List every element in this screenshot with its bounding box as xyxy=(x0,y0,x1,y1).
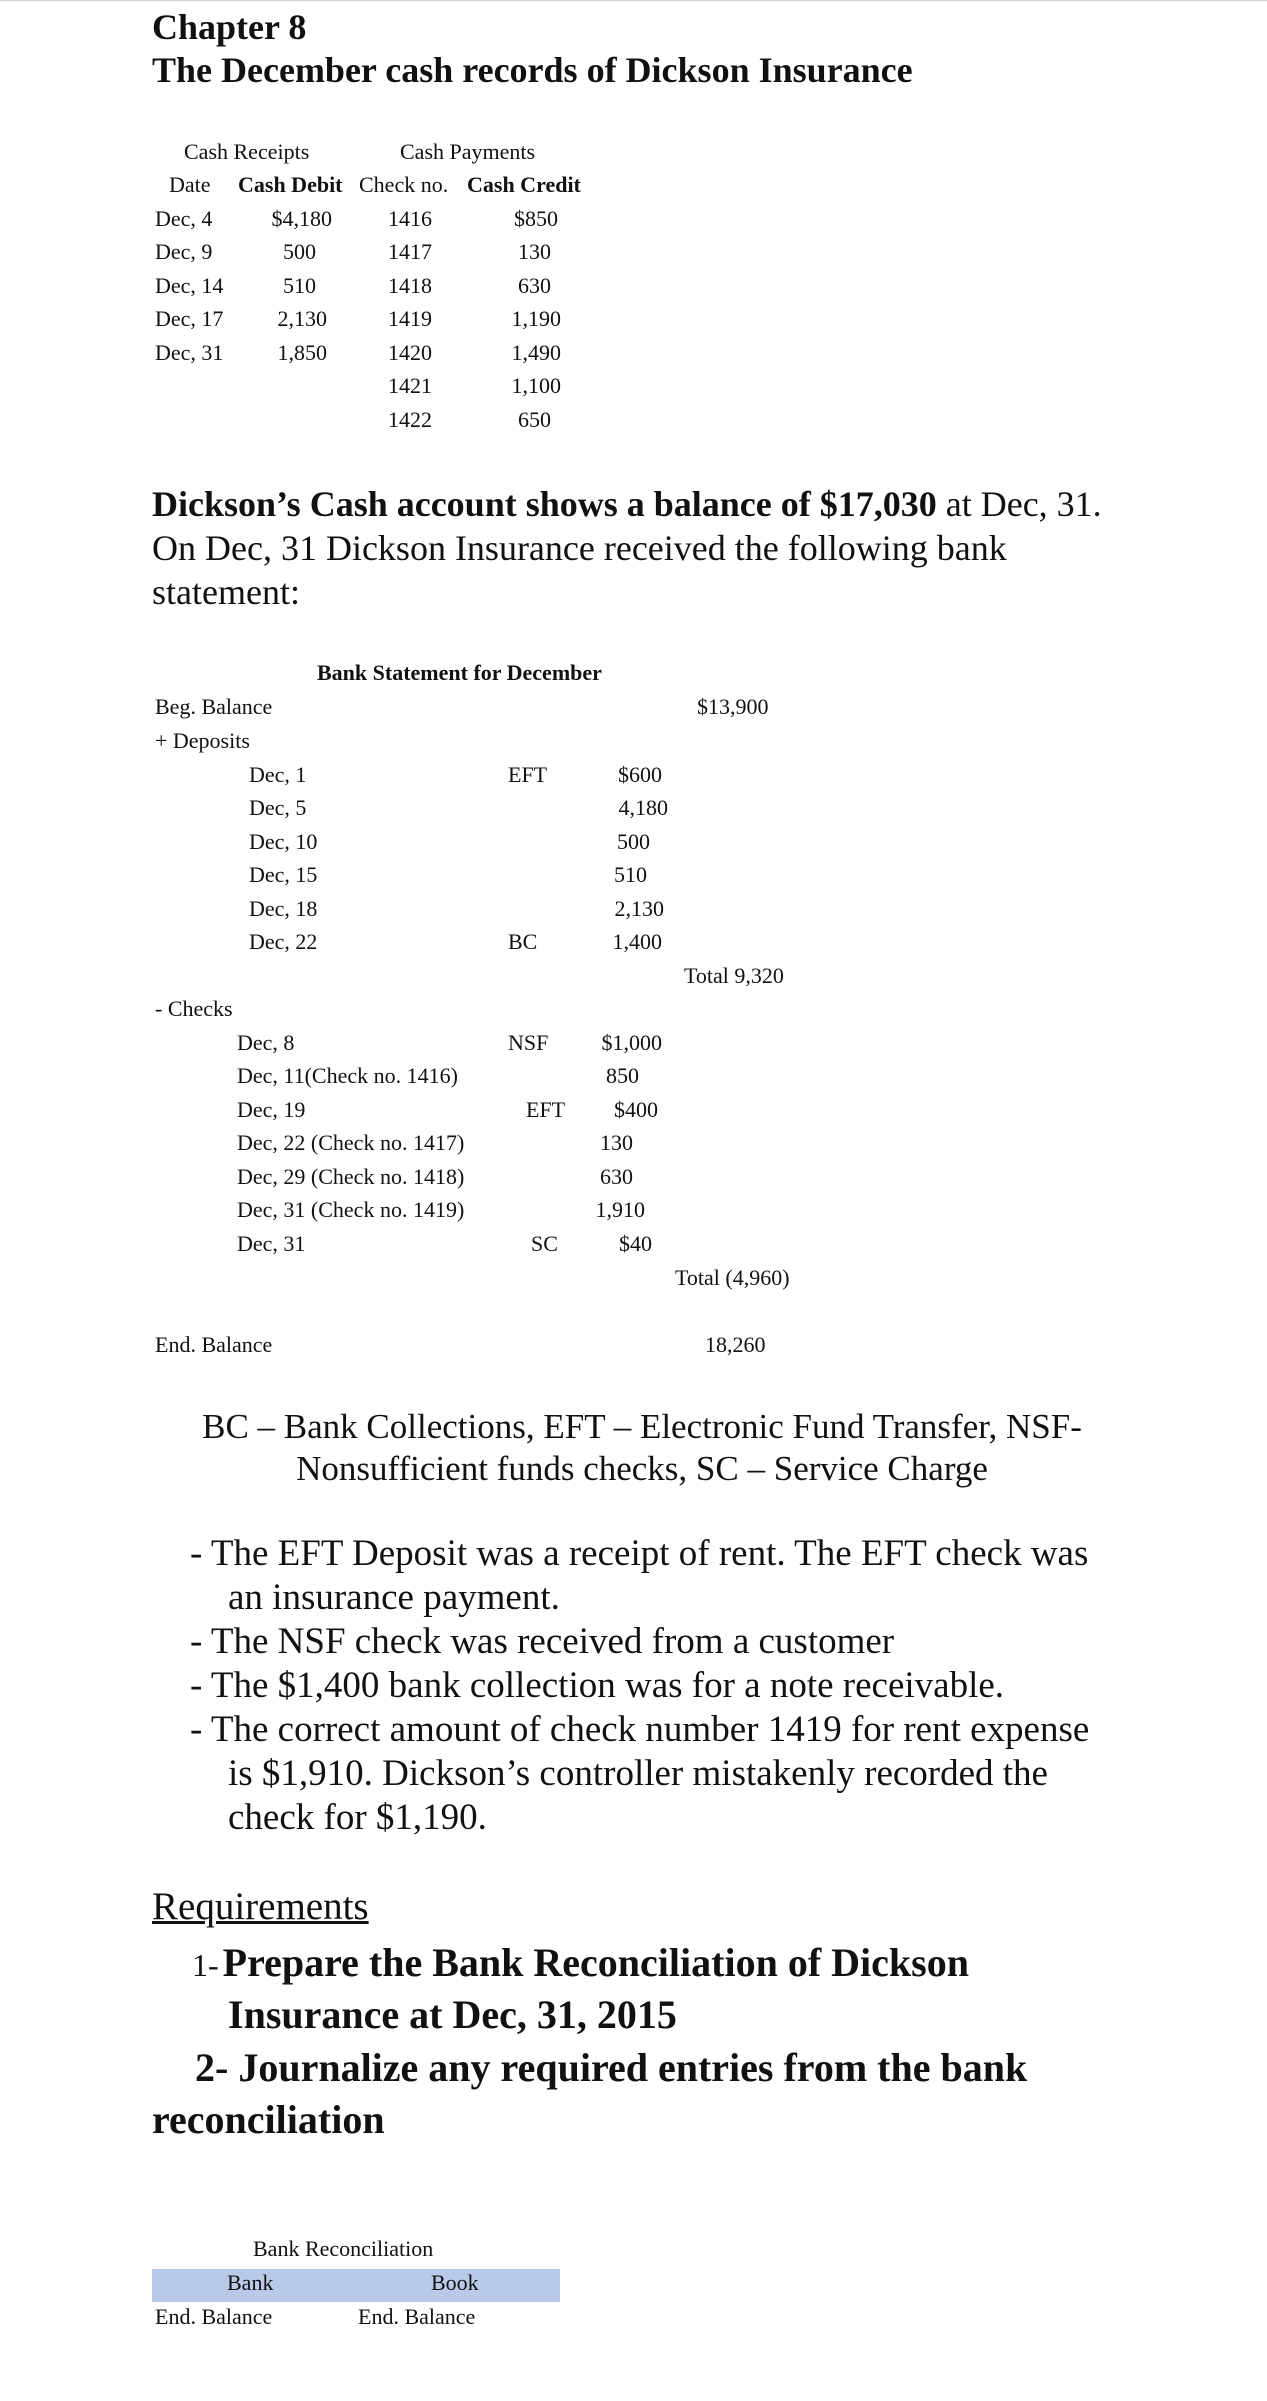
top-border xyxy=(0,0,1267,1)
payment-check: 1421 xyxy=(388,373,432,398)
cash-receipts-heading: Cash Receipts xyxy=(184,139,310,164)
payment-check: 1418 xyxy=(388,273,432,298)
receipt-amount: 1,850 xyxy=(277,340,327,365)
check-code: NSF xyxy=(508,1030,549,1055)
deposit-date: Dec, 1 xyxy=(249,762,307,787)
receipt-date: Dec, 31 xyxy=(155,340,224,365)
beg-balance-value: $13,900 xyxy=(697,694,769,719)
deposits-total: Total 9,320 xyxy=(684,963,784,988)
col-cash-credit: Cash Credit xyxy=(467,172,581,197)
deposit-date: Dec, 5 xyxy=(249,795,307,820)
check-amount: 1,910 xyxy=(595,1197,645,1222)
deposit-amount: 2,130 xyxy=(614,896,664,921)
receipt-amount: 500 xyxy=(283,239,316,264)
receipt-amount: 510 xyxy=(283,273,316,298)
note-line: - The EFT Deposit was a receipt of rent. The EFT check was xyxy=(190,1533,1089,1574)
balance-bold-text: Dickson’s Cash account shows a balance of $17,030 xyxy=(152,484,937,524)
payment-check: 1422 xyxy=(388,407,432,432)
cash-payments-heading: Cash Payments xyxy=(400,139,536,164)
payment-amount: 1,100 xyxy=(511,373,561,398)
deposit-amount: 500 xyxy=(617,829,650,854)
requirement-2: 2- Journalize any required entries from the bank xyxy=(195,2045,1028,2090)
deposit-amount: 1,400 xyxy=(612,929,662,954)
end-balance-value: 18,260 xyxy=(705,1332,766,1357)
check-amount: 630 xyxy=(600,1164,633,1189)
bank-end-balance: End. Balance xyxy=(155,2304,273,2329)
receipt-amount: $4,180 xyxy=(271,206,332,231)
deposit-code: EFT xyxy=(508,762,548,787)
checks-label: - Checks xyxy=(155,996,233,1021)
deposits-label: + Deposits xyxy=(155,728,250,753)
receipt-amount: 2,130 xyxy=(277,306,327,331)
col-date: Date xyxy=(169,172,211,197)
payment-check: 1416 xyxy=(388,206,432,231)
payment-amount: 1,490 xyxy=(511,340,561,365)
note-line: an insurance payment. xyxy=(228,1577,560,1618)
page-title: The December cash records of Dickson Insurance xyxy=(152,50,913,90)
payment-amount: 630 xyxy=(518,273,551,298)
beg-balance-label: Beg. Balance xyxy=(155,694,273,719)
payment-check: 1419 xyxy=(388,306,432,331)
requirement-1 xyxy=(192,1939,969,1986)
payment-check: 1420 xyxy=(388,340,432,365)
check-amount: 130 xyxy=(600,1130,633,1155)
payment-check: 1417 xyxy=(388,239,432,264)
payment-amount: 1,190 xyxy=(511,306,561,331)
reconciliation-header-bar xyxy=(152,2269,560,2302)
end-balance-label: End. Balance xyxy=(155,1332,273,1357)
check-amount: $400 xyxy=(614,1097,658,1122)
deposit-amount: $600 xyxy=(618,762,662,787)
check-date: Dec, 31 xyxy=(237,1231,306,1256)
check-code: SC xyxy=(531,1231,558,1256)
check-date: Dec, 22 (Check no. 1417) xyxy=(237,1130,465,1155)
note-line: - The $1,400 bank collection was for a note receivable. xyxy=(190,1665,1005,1706)
check-date: Dec, 19 xyxy=(237,1097,306,1122)
deposit-date: Dec, 10 xyxy=(249,829,318,854)
checks-total: Total (4,960) xyxy=(675,1265,790,1290)
receipt-date: Dec, 17 xyxy=(155,306,224,331)
note-line: - The NSF check was received from a customer xyxy=(190,1621,895,1662)
note-line: is $1,910. Dickson’s controller mistakenly recorded the xyxy=(228,1753,1048,1794)
check-code: EFT xyxy=(526,1097,566,1122)
requirement-text: reconciliation xyxy=(152,2097,385,2142)
deposit-amount: 510 xyxy=(614,862,647,887)
receipt-date: Dec, 14 xyxy=(155,273,224,298)
bank-column-header: Bank xyxy=(227,2270,274,2295)
legend-line: Nonsufficient funds checks, SC – Service Charge xyxy=(296,1449,988,1488)
book-end-balance: End. Balance xyxy=(358,2304,476,2329)
reconciliation-title: Bank Reconciliation xyxy=(253,2236,434,2261)
legend-line: BC – Bank Collections, EFT – Electronic Fund Transfer, NSF- xyxy=(202,1407,1082,1446)
note-line: - The correct amount of check number 1419 for rent expense xyxy=(190,1709,1090,1750)
payment-amount: 130 xyxy=(518,239,551,264)
check-amount: 850 xyxy=(606,1063,639,1088)
check-date: Dec, 11(Check no. 1416) xyxy=(237,1063,458,1088)
balance-rest-text: at Dec, 31. On Dec, 31 Dickson Insurance received the following bank statement: xyxy=(152,484,1102,612)
check-amount: $40 xyxy=(619,1231,652,1256)
col-check-no: Check no. xyxy=(359,172,449,197)
col-cash-debit: Cash Debit xyxy=(238,172,343,197)
check-date: Dec, 29 (Check no. 1418) xyxy=(237,1164,465,1189)
book-column-header: Book xyxy=(431,2270,479,2295)
deposit-date: Dec, 22 xyxy=(249,929,318,954)
receipt-date: Dec, 4 xyxy=(155,206,213,231)
balance-paragraph xyxy=(152,482,1112,614)
deposit-date: Dec, 18 xyxy=(249,896,318,921)
check-amount: $1,000 xyxy=(601,1030,662,1055)
requirement-text: Insurance at Dec, 31, 2015 xyxy=(228,1992,677,2037)
chapter-heading: Chapter 8 xyxy=(152,7,307,47)
deposit-date: Dec, 15 xyxy=(249,862,318,887)
payment-amount: $850 xyxy=(514,206,558,231)
abbreviation-legend xyxy=(152,1406,1132,1490)
requirement-number: 1- xyxy=(192,1947,219,1983)
requirements-heading: Requirements xyxy=(152,1885,369,1928)
deposit-code: BC xyxy=(508,929,538,954)
note-line: check for $1,190. xyxy=(228,1797,487,1838)
requirement-text: Prepare the Bank Reconciliation of Dickson xyxy=(222,1940,969,1985)
receipt-date: Dec, 9 xyxy=(155,239,213,264)
payment-amount: 650 xyxy=(518,407,551,432)
check-date: Dec, 31 (Check no. 1419) xyxy=(237,1197,465,1222)
deposit-amount: 4,180 xyxy=(618,795,668,820)
bank-statement-title: Bank Statement for December xyxy=(317,660,602,685)
check-date: Dec, 8 xyxy=(237,1030,295,1055)
